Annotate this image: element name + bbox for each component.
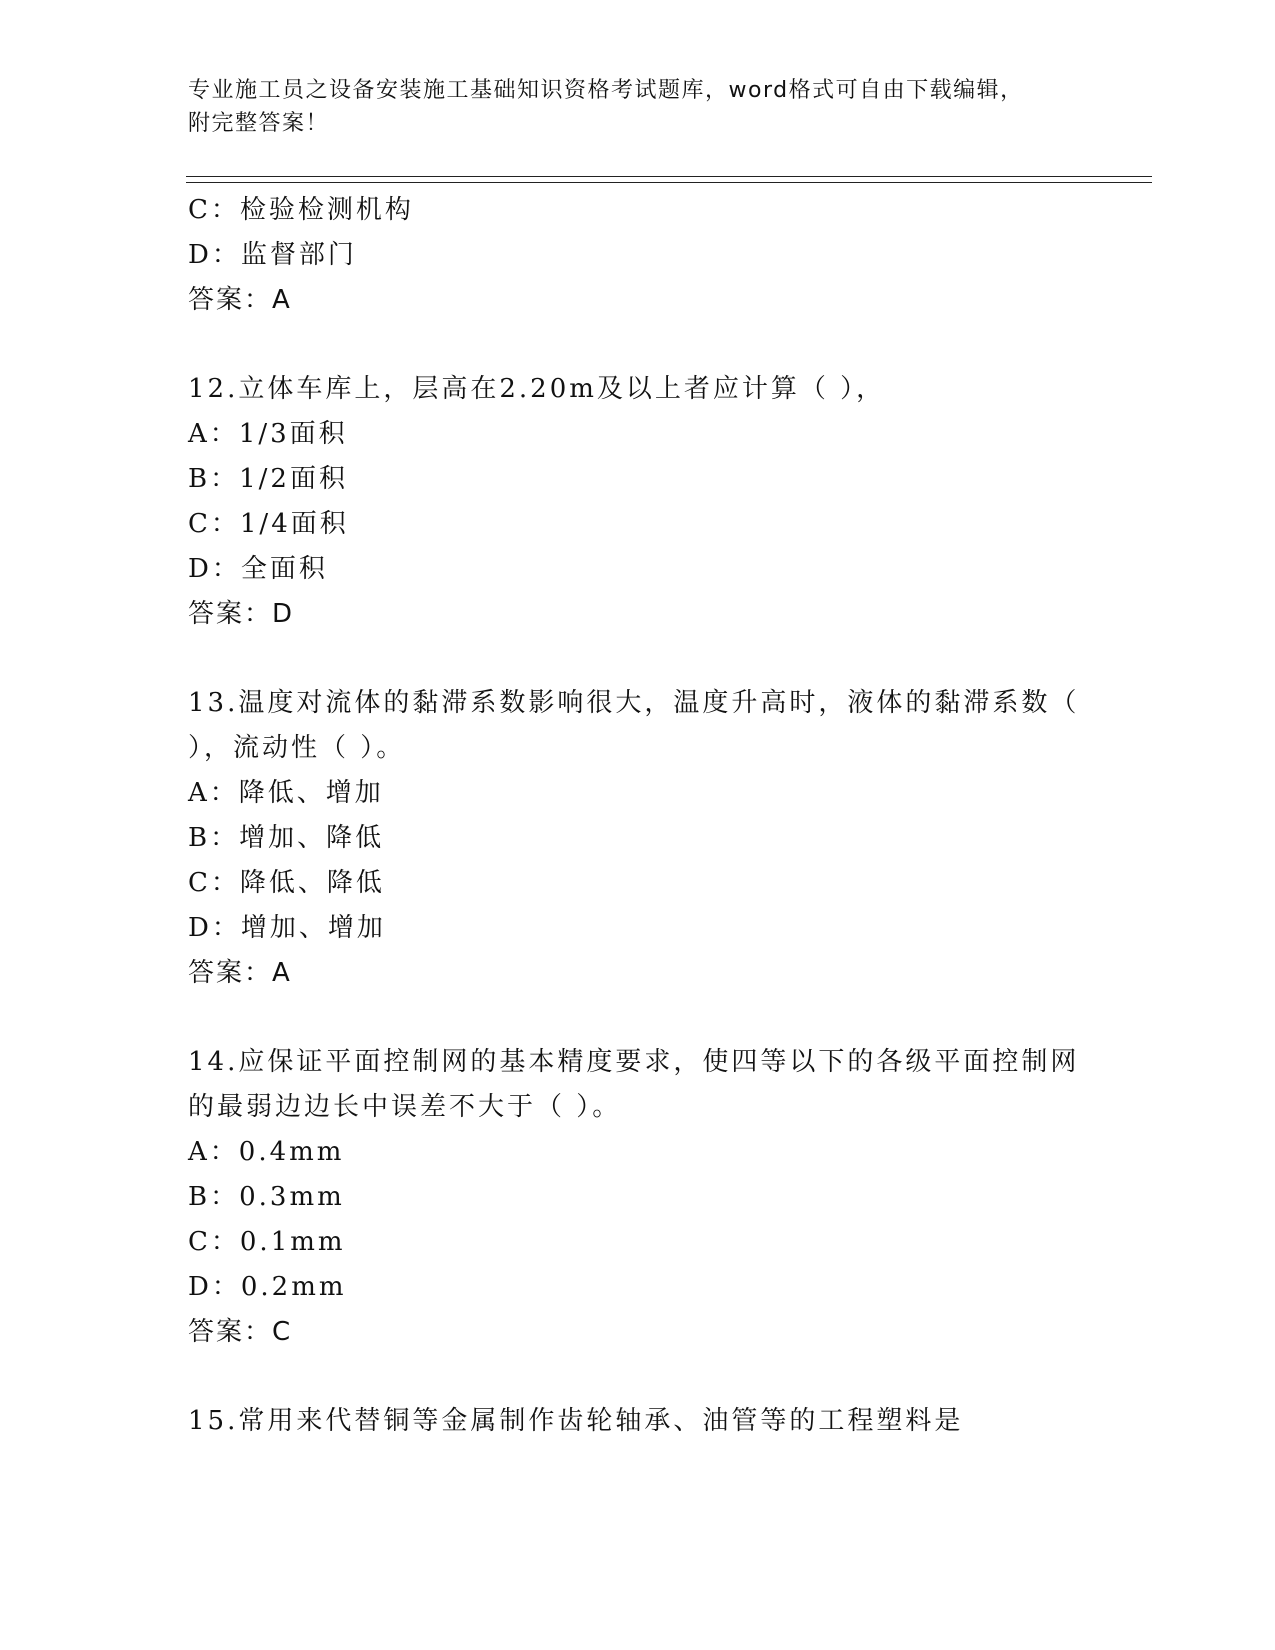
- q12-option-d: D：全面积: [188, 554, 328, 584]
- q12-option-a: A：1/3面积: [188, 419, 348, 449]
- q11-option-d: D：监督部门: [188, 240, 357, 270]
- header-divider-bottom: [186, 182, 1152, 183]
- header-divider-top: [186, 176, 1152, 177]
- q14-option-d: D：0.2mm: [188, 1272, 347, 1302]
- q14-option-b: B：0.3mm: [188, 1182, 345, 1212]
- q13-stem-line-1: 13.温度对流体的黏滞系数影响很大，温度升高时，液体的黏滞系数（: [188, 688, 1080, 718]
- document-header: [188, 74, 1068, 140]
- q11-option-c: C：检验检测机构: [188, 195, 414, 225]
- q14-stem-line-1: 14.应保证平面控制网的基本精度要求，使四等以下的各级平面控制网: [188, 1047, 1080, 1077]
- q14-option-c: C：0.1mm: [188, 1227, 346, 1257]
- q12-option-c: C：1/4面积: [188, 509, 349, 539]
- q14-answer: 答案：C: [188, 1317, 293, 1347]
- q13-option-d: D：增加、增加: [188, 913, 386, 943]
- q13-option-a: A：降低、增加: [188, 778, 384, 808]
- q12-option-b: B：1/2面积: [188, 464, 348, 494]
- header-line-2: 附完整答案！: [188, 111, 330, 136]
- q12-answer: 答案：D: [188, 599, 295, 629]
- q12-stem: 12.立体车库上，层高在2.20m及以上者应计算（ ），: [188, 374, 886, 404]
- q13-option-b: B：增加、降低: [188, 823, 385, 853]
- q15-stem: 15.常用来代替铜等金属制作齿轮轴承、油管等的工程塑料是: [188, 1406, 964, 1436]
- q14-stem-line-2: 的最弱边边长中误差不大于（ ）。: [188, 1092, 622, 1122]
- q13-answer: 答案：A: [188, 958, 292, 988]
- header-line-1: 专业施工员之设备安装施工基础知识资格考试题库，word格式可自由下载编辑，: [188, 78, 1024, 103]
- q13-option-c: C：降低、降低: [188, 868, 385, 898]
- q14-option-a: A：0.4mm: [188, 1137, 345, 1167]
- q11-answer: 答案：A: [188, 285, 292, 315]
- q13-stem-line-2: ），流动性（ ）。: [188, 733, 406, 763]
